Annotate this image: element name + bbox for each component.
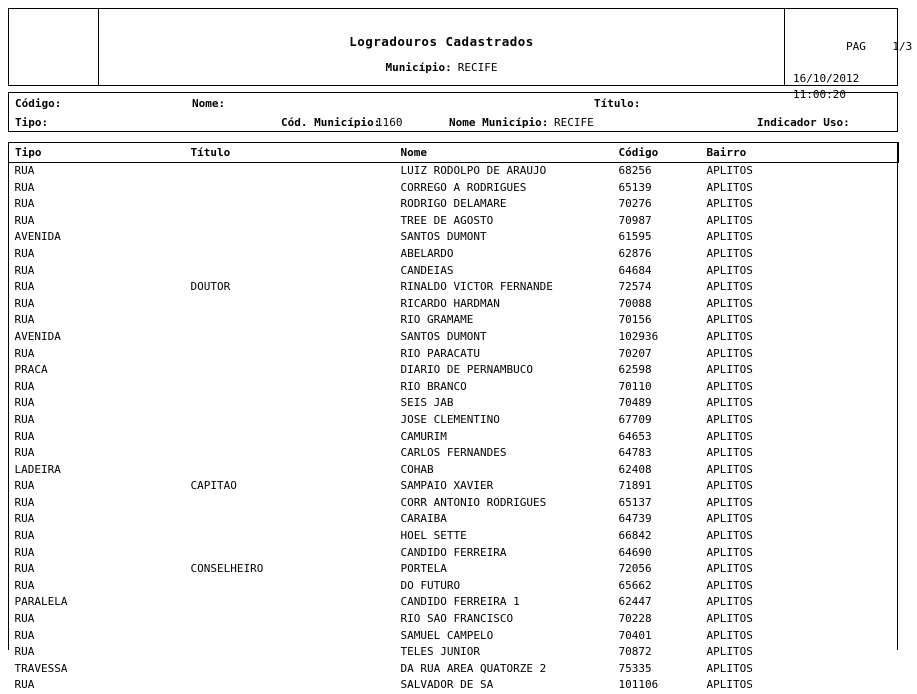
cell-tipo: RUA xyxy=(9,213,185,230)
cell-titulo xyxy=(185,180,395,197)
cell-nome: SAMPAIO XAVIER xyxy=(395,478,613,495)
cell-tipo: RUA xyxy=(9,611,185,628)
cell-titulo xyxy=(185,661,395,678)
cell-titulo: CAPITAO xyxy=(185,478,395,495)
cell-nome: RODRIGO DELAMARE xyxy=(395,196,613,213)
cell-codigo: 64690 xyxy=(613,545,701,562)
cell-codigo: 101106 xyxy=(613,677,701,694)
cell-titulo xyxy=(185,445,395,462)
cell-titulo xyxy=(185,263,395,280)
logradouros-table-wrapper xyxy=(8,142,898,694)
cell-codigo: 70110 xyxy=(613,379,701,396)
cell-codigo: 65662 xyxy=(613,578,701,595)
cell-codigo: 70872 xyxy=(613,644,701,661)
cell-codigo: 70489 xyxy=(613,395,701,412)
table-row xyxy=(9,263,899,280)
cell-bairro: APLITOS xyxy=(701,561,899,578)
cell-tipo: LADEIRA xyxy=(9,462,185,479)
cell-codigo: 70276 xyxy=(613,196,701,213)
cell-nome: SEIS JAB xyxy=(395,395,613,412)
cell-nome: RIO SAO FRANCISCO xyxy=(395,611,613,628)
cell-codigo: 72574 xyxy=(613,279,701,296)
cell-titulo xyxy=(185,462,395,479)
cell-tipo: RUA xyxy=(9,561,185,578)
table-row xyxy=(9,229,899,246)
cell-bairro: APLITOS xyxy=(701,263,899,280)
cell-bairro: APLITOS xyxy=(701,611,899,628)
cell-codigo: 70987 xyxy=(613,213,701,230)
cell-codigo: 70228 xyxy=(613,611,701,628)
cell-titulo xyxy=(185,628,395,645)
filter-cod-municipio-label: Cód. Município: xyxy=(281,113,380,132)
cell-titulo xyxy=(185,229,395,246)
cell-tipo: RUA xyxy=(9,263,185,280)
cell-tipo: RUA xyxy=(9,379,185,396)
filter-indicador-uso-label: Indicador Uso: xyxy=(757,113,850,132)
cell-codigo: 65137 xyxy=(613,495,701,512)
filter-nome-municipio-label: Nome Município: xyxy=(449,113,548,132)
cell-bairro: APLITOS xyxy=(701,312,899,329)
cell-bairro: APLITOS xyxy=(701,528,899,545)
cell-bairro: APLITOS xyxy=(701,644,899,661)
table-header-row xyxy=(9,143,899,163)
table-row xyxy=(9,578,899,595)
cell-titulo: CONSELHEIRO xyxy=(185,561,395,578)
cell-codigo: 70088 xyxy=(613,296,701,313)
cell-tipo: RUA xyxy=(9,196,185,213)
table-row xyxy=(9,196,899,213)
cell-titulo xyxy=(185,644,395,661)
cell-codigo: 70207 xyxy=(613,346,701,363)
cell-titulo xyxy=(185,379,395,396)
cell-bairro: APLITOS xyxy=(701,545,899,562)
cell-nome: CORREGO A RODRIGUES xyxy=(395,180,613,197)
cell-titulo xyxy=(185,329,395,346)
cell-codigo: 65139 xyxy=(613,180,701,197)
cell-nome: TREE DE AGOSTO xyxy=(395,213,613,230)
cell-bairro: APLITOS xyxy=(701,296,899,313)
page-title: Logradouros Cadastrados xyxy=(99,34,784,49)
cell-tipo: RUA xyxy=(9,644,185,661)
cell-titulo xyxy=(185,511,395,528)
filter-cod-municipio-value: 1160 xyxy=(376,113,403,132)
table-row xyxy=(9,296,899,313)
cell-codigo: 64653 xyxy=(613,429,701,446)
cell-nome: CANDIDO FERREIRA 1 xyxy=(395,594,613,611)
page-number-line xyxy=(793,23,897,71)
cell-bairro: APLITOS xyxy=(701,229,899,246)
cell-titulo: DOUTOR xyxy=(185,279,395,296)
cell-bairro: APLITOS xyxy=(701,628,899,645)
pag-value: 1/3 xyxy=(892,40,912,53)
cell-tipo: RUA xyxy=(9,180,185,197)
filter-summary xyxy=(8,92,898,132)
header-title-cell xyxy=(99,9,785,85)
cell-nome: SANTOS DUMONT xyxy=(395,229,613,246)
cell-codigo: 75335 xyxy=(613,661,701,678)
cell-tipo: TRAVESSA xyxy=(9,661,185,678)
table-row xyxy=(9,511,899,528)
cell-bairro: APLITOS xyxy=(701,395,899,412)
cell-codigo: 64739 xyxy=(613,511,701,528)
cell-tipo: PRACA xyxy=(9,362,185,379)
filter-nome-municipio-value: RECIFE xyxy=(554,113,594,132)
table-row xyxy=(9,661,899,678)
table-row xyxy=(9,329,899,346)
cell-bairro: APLITOS xyxy=(701,329,899,346)
cell-nome: SAMUEL CAMPELO xyxy=(395,628,613,645)
table-row xyxy=(9,478,899,495)
cell-titulo xyxy=(185,545,395,562)
table-row xyxy=(9,677,899,694)
cell-codigo: 62876 xyxy=(613,246,701,263)
cell-tipo: RUA xyxy=(9,445,185,462)
municipio-label: Município: xyxy=(386,61,452,74)
cell-titulo xyxy=(185,346,395,363)
cell-tipo: RUA xyxy=(9,312,185,329)
cell-codigo: 62447 xyxy=(613,594,701,611)
cell-bairro: APLITOS xyxy=(701,495,899,512)
cell-tipo: RUA xyxy=(9,246,185,263)
table-row xyxy=(9,594,899,611)
table-body xyxy=(9,163,899,694)
column-header-bairro: Bairro xyxy=(701,143,899,163)
cell-titulo xyxy=(185,528,395,545)
table-row xyxy=(9,462,899,479)
cell-nome: DIARIO DE PERNAMBUCO xyxy=(395,362,613,379)
municipio-value: RECIFE xyxy=(458,61,498,74)
table-row xyxy=(9,312,899,329)
cell-tipo: AVENIDA xyxy=(9,329,185,346)
filter-titulo-label: Título: xyxy=(594,94,640,113)
cell-titulo xyxy=(185,429,395,446)
cell-titulo xyxy=(185,362,395,379)
cell-bairro: APLITOS xyxy=(701,412,899,429)
cell-bairro: APLITOS xyxy=(701,246,899,263)
cell-titulo xyxy=(185,677,395,694)
cell-bairro: APLITOS xyxy=(701,661,899,678)
cell-nome: CARLOS FERNANDES xyxy=(395,445,613,462)
cell-codigo: 68256 xyxy=(613,163,701,180)
cell-codigo: 72056 xyxy=(613,561,701,578)
cell-nome: ABELARDO xyxy=(395,246,613,263)
column-header-tipo: Tipo xyxy=(9,143,185,163)
cell-nome: DA RUA AREA QUATORZE 2 xyxy=(395,661,613,678)
cell-nome: CANDEIAS xyxy=(395,263,613,280)
table-row xyxy=(9,180,899,197)
cell-titulo xyxy=(185,395,395,412)
cell-codigo: 61595 xyxy=(613,229,701,246)
cell-titulo xyxy=(185,196,395,213)
table-row xyxy=(9,412,899,429)
table-row xyxy=(9,213,899,230)
cell-tipo: RUA xyxy=(9,279,185,296)
cell-codigo: 102936 xyxy=(613,329,701,346)
cell-nome: CANDIDO FERREIRA xyxy=(395,545,613,562)
table-row xyxy=(9,379,899,396)
filter-row-1 xyxy=(9,93,897,112)
cell-nome: CORR ANTONIO RODRIGUES xyxy=(395,495,613,512)
cell-titulo xyxy=(185,495,395,512)
cell-bairro: APLITOS xyxy=(701,445,899,462)
cell-tipo: RUA xyxy=(9,412,185,429)
cell-titulo xyxy=(185,213,395,230)
cell-tipo: RUA xyxy=(9,495,185,512)
table-row xyxy=(9,528,899,545)
report-date: 16/10/2012 xyxy=(793,71,897,87)
cell-nome: CAMURIM xyxy=(395,429,613,446)
filter-codigo-label: Código: xyxy=(15,94,61,113)
header-meta-cell xyxy=(785,9,897,85)
column-header-nome: Nome xyxy=(395,143,613,163)
cell-bairro: APLITOS xyxy=(701,511,899,528)
cell-codigo: 64684 xyxy=(613,263,701,280)
cell-nome: RINALDO VICTOR FERNANDE xyxy=(395,279,613,296)
cell-bairro: APLITOS xyxy=(701,279,899,296)
table-row xyxy=(9,561,899,578)
cell-tipo: RUA xyxy=(9,578,185,595)
cell-nome: SANTOS DUMONT xyxy=(395,329,613,346)
table-row xyxy=(9,545,899,562)
cell-bairro: APLITOS xyxy=(701,362,899,379)
cell-bairro: APLITOS xyxy=(701,180,899,197)
cell-nome: PORTELA xyxy=(395,561,613,578)
cell-codigo: 66842 xyxy=(613,528,701,545)
cell-nome: RIO GRAMAME xyxy=(395,312,613,329)
cell-titulo xyxy=(185,246,395,263)
cell-nome: RIO BRANCO xyxy=(395,379,613,396)
cell-titulo xyxy=(185,296,395,313)
cell-titulo xyxy=(185,594,395,611)
filter-row-2 xyxy=(9,112,897,131)
table-row xyxy=(9,395,899,412)
cell-tipo: RUA xyxy=(9,429,185,446)
cell-bairro: APLITOS xyxy=(701,478,899,495)
cell-bairro: APLITOS xyxy=(701,677,899,694)
cell-tipo: PARALELA xyxy=(9,594,185,611)
cell-tipo: RUA xyxy=(9,677,185,694)
cell-tipo: RUA xyxy=(9,628,185,645)
cell-tipo: RUA xyxy=(9,395,185,412)
column-header-titulo: Título xyxy=(185,143,395,163)
column-header-codigo: Código xyxy=(613,143,701,163)
header-logo-cell xyxy=(9,9,99,85)
pag-label: PAG xyxy=(846,40,866,53)
report-header xyxy=(8,8,898,86)
cell-tipo: RUA xyxy=(9,478,185,495)
cell-nome: CARAIBA xyxy=(395,511,613,528)
cell-nome: RIO PARACATU xyxy=(395,346,613,363)
cell-tipo: RUA xyxy=(9,511,185,528)
table-row xyxy=(9,346,899,363)
cell-bairro: APLITOS xyxy=(701,462,899,479)
cell-nome: HOEL SETTE xyxy=(395,528,613,545)
cell-bairro: APLITOS xyxy=(701,213,899,230)
cell-codigo: 62408 xyxy=(613,462,701,479)
cell-bairro: APLITOS xyxy=(701,379,899,396)
cell-titulo xyxy=(185,412,395,429)
cell-nome: DO FUTURO xyxy=(395,578,613,595)
cell-tipo: AVENIDA xyxy=(9,229,185,246)
table-header xyxy=(9,143,899,163)
cell-codigo: 70156 xyxy=(613,312,701,329)
cell-bairro: APLITOS xyxy=(701,163,899,180)
cell-tipo: RUA xyxy=(9,545,185,562)
cell-bairro: APLITOS xyxy=(701,594,899,611)
cell-tipo: RUA xyxy=(9,296,185,313)
cell-bairro: APLITOS xyxy=(701,578,899,595)
report-time: 11:00:20 xyxy=(793,87,897,103)
table-row xyxy=(9,628,899,645)
cell-codigo: 64783 xyxy=(613,445,701,462)
table-row xyxy=(9,644,899,661)
table-row xyxy=(9,362,899,379)
cell-codigo: 71891 xyxy=(613,478,701,495)
cell-bairro: APLITOS xyxy=(701,429,899,446)
table-row xyxy=(9,279,899,296)
cell-nome: JOSE CLEMENTINO xyxy=(395,412,613,429)
filter-tipo-label: Tipo: xyxy=(15,113,48,132)
table-row xyxy=(9,163,899,180)
cell-titulo xyxy=(185,312,395,329)
table-row xyxy=(9,246,899,263)
logradouros-table xyxy=(8,142,899,694)
filter-nome-label: Nome: xyxy=(192,94,225,113)
cell-nome: RICARDO HARDMAN xyxy=(395,296,613,313)
cell-bairro: APLITOS xyxy=(701,196,899,213)
cell-titulo xyxy=(185,611,395,628)
cell-tipo: RUA xyxy=(9,163,185,180)
cell-titulo xyxy=(185,163,395,180)
table-row xyxy=(9,611,899,628)
cell-tipo: RUA xyxy=(9,346,185,363)
cell-bairro: APLITOS xyxy=(701,346,899,363)
cell-nome: COHAB xyxy=(395,462,613,479)
table-row xyxy=(9,495,899,512)
cell-nome: TELES JUNIOR xyxy=(395,644,613,661)
cell-codigo: 70401 xyxy=(613,628,701,645)
municipio-line xyxy=(99,61,784,74)
table-row xyxy=(9,445,899,462)
cell-codigo: 62598 xyxy=(613,362,701,379)
cell-nome: SALVADOR DE SA xyxy=(395,677,613,694)
cell-nome: LUIZ RODOLPO DE ARAUJO xyxy=(395,163,613,180)
table-row xyxy=(9,429,899,446)
cell-tipo: RUA xyxy=(9,528,185,545)
cell-codigo: 67709 xyxy=(613,412,701,429)
cell-titulo xyxy=(185,578,395,595)
